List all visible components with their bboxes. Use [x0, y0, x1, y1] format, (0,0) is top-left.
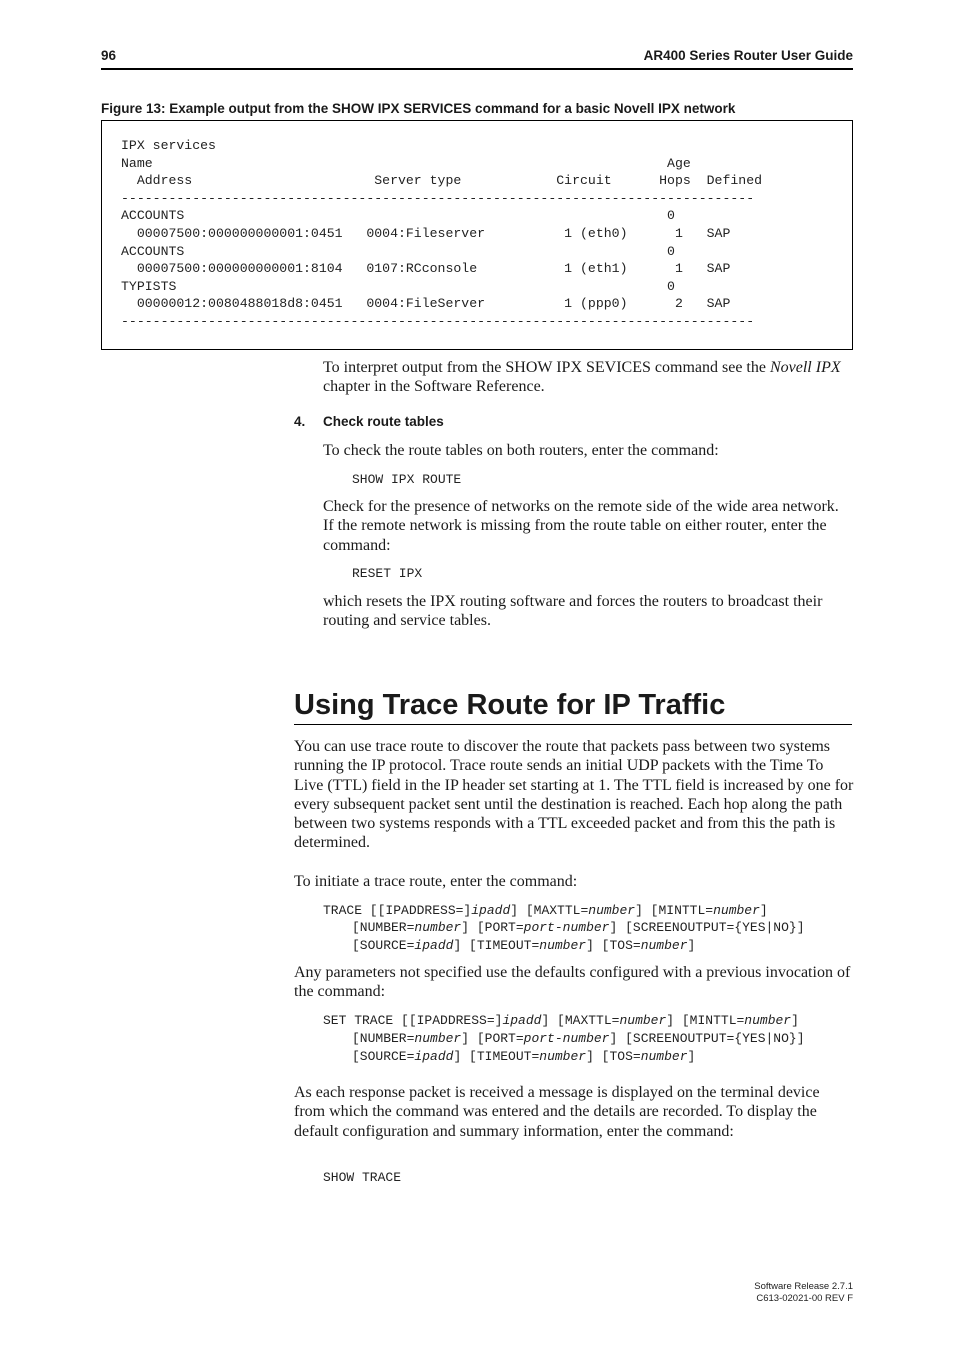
- figure-caption: Figure 13: Example output from the SHOW IPX SERVICES command for a basic Novell IPX network: [101, 101, 736, 116]
- step-4-heading: [294, 414, 444, 429]
- resets-paragraph: which resets the IPX routing software and forces the routers to broadcast their routing and service tables.: [323, 593, 823, 630]
- show-trace-command: SHOW TRACE: [323, 1170, 402, 1185]
- defaults-paragraph: Any parameters not specified use the defaults configured with a previous invocation of the command:: [294, 964, 851, 1001]
- response-packet-paragraph: As each response packet is received a message is displayed on the terminal device from which the command was entered and the details are recorded. To display the default configuration and summary information, enter the command:: [294, 1084, 820, 1140]
- step-number: 4.: [294, 414, 306, 429]
- document-code: C613-02021-00 REV F: [756, 1293, 853, 1304]
- initiate-trace-paragraph: To initiate a trace route, enter the command:: [294, 873, 578, 890]
- trace-syntax-line-1: TRACE [[IPADDRESS=]ipadd] [MAXTTL=number] [MINTTL=number]: [323, 903, 768, 918]
- figure-output-box: [101, 120, 853, 350]
- trace-syntax-line-3: [SOURCE=ipadd] [TIMEOUT=number] [TOS=number]: [352, 938, 696, 953]
- step-title: Check route tables: [323, 414, 444, 429]
- route-intro-paragraph: To check the route tables on both routers, enter the command:: [323, 442, 719, 459]
- set-trace-syntax-line-1: SET TRACE [[IPADDRESS=]ipadd] [MAXTTL=number] [MINTTL=number]: [323, 1013, 799, 1028]
- set-trace-syntax-line-3: [SOURCE=ipadd] [TIMEOUT=number] [TOS=number]: [352, 1049, 696, 1064]
- document-title: AR400 Series Router User Guide: [643, 48, 853, 63]
- page-number: 96: [101, 48, 117, 63]
- section-heading: Using Trace Route for IP Traffic: [294, 686, 852, 725]
- software-release: Software Release 2.7.1: [754, 1281, 853, 1292]
- trace-syntax-line-2: [NUMBER=number] [PORT=port-number] [SCREENOUTPUT={YES|NO}]: [352, 920, 805, 935]
- page-header: [101, 48, 853, 70]
- set-trace-syntax-line-2: [NUMBER=number] [PORT=port-number] [SCREENOUTPUT={YES|NO}]: [352, 1031, 805, 1046]
- page-footer: [754, 1281, 853, 1305]
- ipx-services-output: IPX services Name Age Address Server type Circuit Hops Defined -------------------------------------------------------------------------------- ACCOUNTS 0 00007500:000000000001:0451 0004:Fileserver 1 (eth0) 1 SAP ACCOUNTS 0 00007500:000000000001:8104 0107:RCconsole 1 (eth1) 1 SAP TYPISTS 0 00000012:0080488018d8:0451 0004:FileServer 1 (ppp0) 2 SAP --------------------------------------------------------------------------------: [121, 138, 763, 329]
- check-presence-paragraph: Check for the presence of networks on the remote side of the wide area network. If the remote network is missing from the route table on either router, enter the command:: [323, 498, 839, 554]
- trace-route-intro-paragraph: You can use trace route to discover the route that packets pass between two systems running the IP protocol. Trace route sends an initial UDP packets with the Time To Live (TTL) field in the IP header set starting at 1. The TTL field is increased by one for every subsequent packet sent until the destination is reached. Each hop along the path between two systems responds with a TTL exceeded packet and from this the path is determined.: [294, 738, 854, 852]
- interpret-paragraph: To interpret output from the SHOW IPX SEVICES command see the Novell IPX chapter in the Software Reference.: [323, 359, 841, 396]
- show-ipx-route-command: SHOW IPX ROUTE: [352, 472, 462, 487]
- reset-ipx-command: RESET IPX: [352, 566, 423, 581]
